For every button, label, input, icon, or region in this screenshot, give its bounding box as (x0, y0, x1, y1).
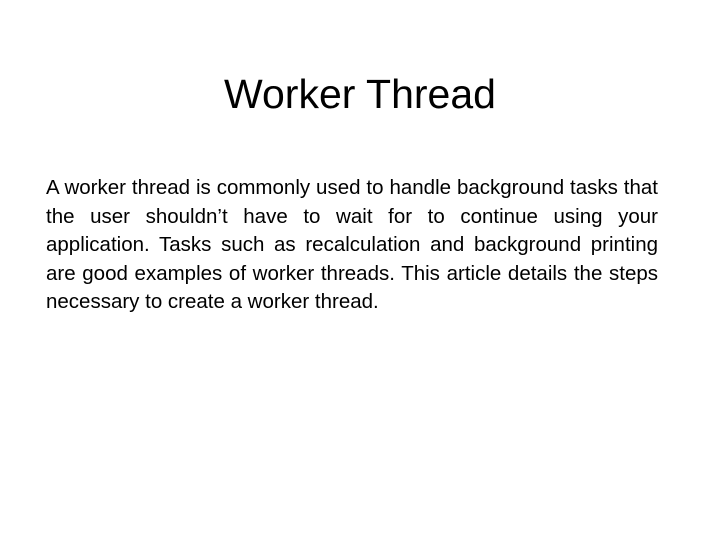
slide-body-text: A worker thread is commonly used to handle background tasks that the user shouldn’t have to wait for to continue using your application. Tasks such as recalculation and background printing are good examples of worker threads. This article details the steps necessary to create a worker thread. (46, 176, 658, 314)
slide-title: Worker Thread (224, 71, 496, 117)
